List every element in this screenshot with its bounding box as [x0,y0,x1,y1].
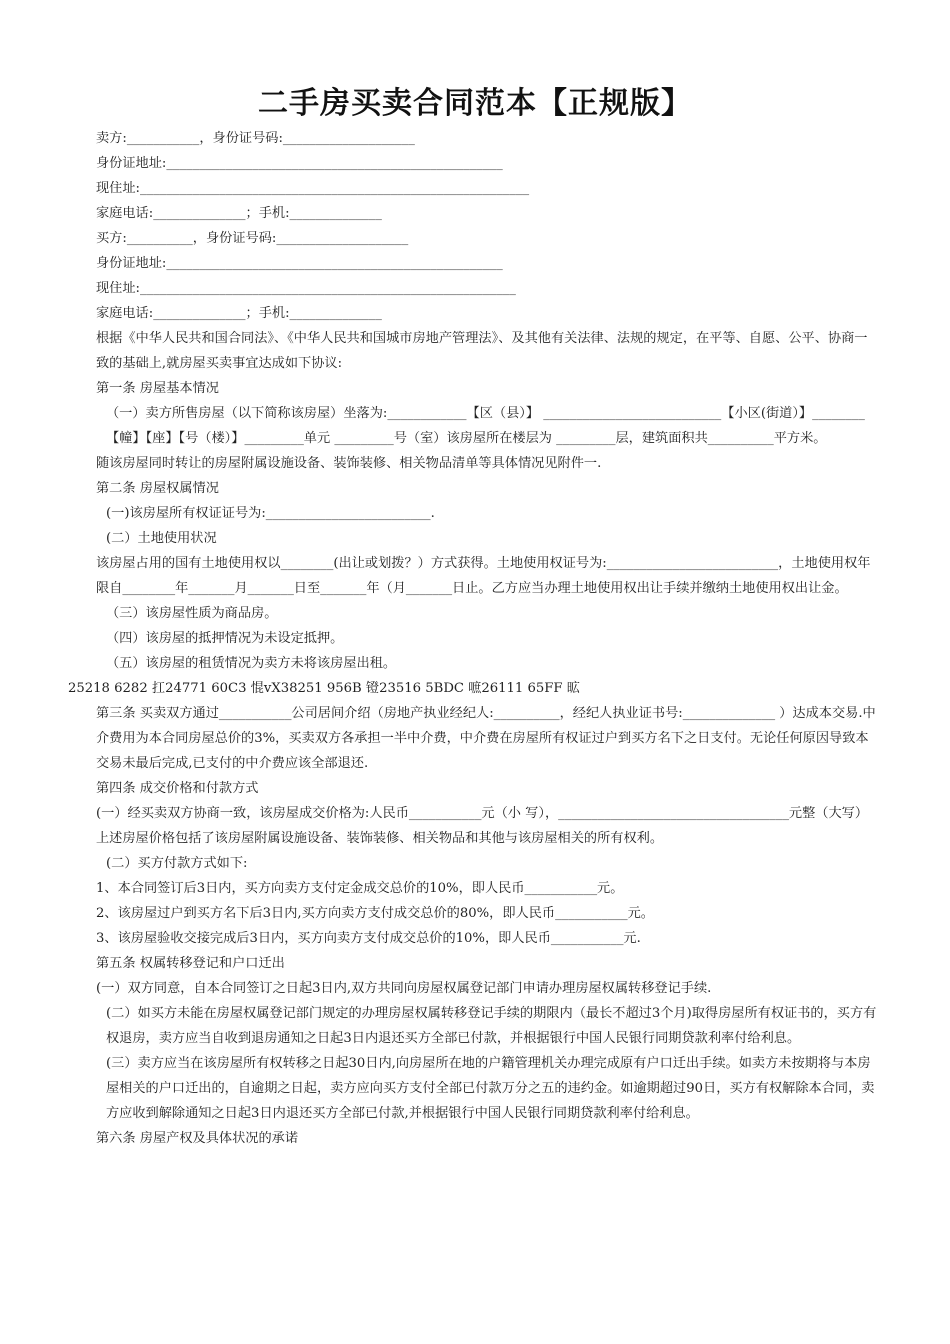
paragraph-noise: 25218 6282 扛24771 60C3 惃vX38251 956B 镫23516 5BDC 嗻26111 65FF 昿 [68,681,580,696]
document-title: 二手房买卖合同范本【正规版】 [258,86,692,121]
paragraph-article-4-1: (一）经买卖双方协商一致，该房屋成交价格为:人民币___________元（小 写），___________________________________元整（大写） [96,806,869,821]
paragraph-article-4-2-1: 1、本合同签订后3日内，买方向卖方支付定金成交总价的10%，即人民币___________元。 [96,881,624,896]
paragraph-article-2-3: （三）该房屋性质为商品房。 [106,606,278,621]
paragraph-preamble: 根据《中华人民共和国合同法》、《中华人民共和国城市房地产管理法》、及其他有关法律、法规的规定，在平等、自愿、公平、协商一致的基础上,就房屋买卖事宜达成如下协议: [96,331,868,371]
paragraph-article-2-1: (一)该房屋所有权证证号为:_________________________. [106,506,435,521]
paragraph-article-2-2: (二）土地使用状况 [106,531,217,546]
paragraph-seller: 卖方:___________，身份证号码:____________________ [96,131,415,146]
paragraph-article-2: 第二条 房屋权属情况 [96,481,219,496]
paragraph-article-1-attach: 随该房屋同时转让的房屋附属设施设备、装饰装修、相关物品清单等具体情况见附件一. [96,456,602,471]
paragraph-article-2-2-body: 该房屋占用的国有土地使用权以________(出让或划拨？）方式获得。土地使用权证号为:__________________________，土地使用权年限自________年_______月_______日至_______年（月_______日止。乙方应当办理土地使用权出让手续并缴纳土地使用权出让金。 [96,556,871,596]
paragraph-article-4-2: (二）买方付款方式如下: [106,856,248,871]
paragraph-article-4-2-3: 3、该房屋验收交接完成后3日内，买方向卖方支付成交总价的10%，即人民币___________元. [96,931,641,946]
contract-body [68,126,880,1151]
paragraph-buyer-address: 现住址:_________________________________________________________ [96,281,516,296]
paragraph-article-4-1-note: 上述房屋价格包括了该房屋附属设施设备、装饰装修、相关物品和其他与该房屋相关的所有权利。 [96,831,664,846]
paragraph-buyer-phone: 家庭电话:______________；手机:______________ [96,306,382,321]
paragraph-seller-address: 现住址:___________________________________________________________ [96,181,530,196]
paragraph-seller-phone: 家庭电话:______________；手机:______________ [96,206,382,221]
paragraph-article-4: 第四条 成交价格和付款方式 [96,781,259,796]
paragraph-article-2-5: （五）该房屋的租赁情况为卖方未将该房屋出租。 [106,656,397,671]
paragraph-article-5-2: (二）如买方未能在房屋权属登记部门规定的办理房屋权属转移登记手续的期限内（最长不超过3个月)取得房屋所有权证书的，买方有权退房，卖方应当自收到退房通知之日起3日内退还买方全部已付款，并根据银行中国人民银行同期贷款利率付给利息。 [106,1006,877,1046]
paragraph-article-3: 第三条 买卖双方通过___________公司居间介绍（房地产执业经纪人:__________，经纪人执业证书号:______________ ）达成本交易.中介费用为本合同房屋总价的3%，买卖双方各承担一半中介费，中介费在房屋所有权证过户到买方名下之日支付。无论任何原因导致本交易未最后完成,已支付的中介费应该全部退还. [96,706,876,771]
paragraph-article-5-1: (一）双方同意，自本合同签订之日起3日内,双方共同向房屋权属登记部门申请办理房屋权属转移登记手续. [96,981,712,996]
paragraph-article-5: 第五条 权属转移登记和户口迁出 [96,956,285,971]
paragraph-article-1-1: （一）卖方所售房屋（以下简称该房屋）坐落为:____________【区（县）】 ___________________________【小区(街道）】________【幢】【座】【号（楼）】_________单元 _________号（室）该房屋所在楼层为 _________层，建筑面积共__________平方米。 [106,406,865,446]
paragraph-article-6: 第六条 房屋产权及具体状况的承诺 [96,1131,299,1146]
paragraph-buyer: 买方:__________，身份证号码:____________________ [96,231,409,246]
paragraph-seller-id-address: 身份证地址:___________________________________________________ [96,156,503,171]
paragraph-buyer-id-address: 身份证地址:___________________________________________________ [96,256,503,271]
paragraph-article-1: 第一条 房屋基本情况 [96,381,219,396]
paragraph-article-2-4: （四）该房屋的抵押情况为未设定抵押。 [106,631,344,646]
paragraph-article-5-3: (三）卖方应当在该房屋所有权转移之日起30日内,向房屋所在地的户籍管理机关办理完成原有户口迁出手续。如卖方未按期将与本房屋相关的户口迁出的，自逾期之日起，卖方应向买方支付全部已付款万分之五的违约金。如逾期超过90日，买方有权解除本合同，卖方应收到解除通知之日起3日内退还买方全部已付款,并根据银行中国人民银行同期贷款利率付给利息。 [106,1056,875,1121]
paragraph-article-4-2-2: 2、该房屋过户到买方名下后3日内,买方向卖方支付成交总价的80%，即人民币___________元。 [96,906,654,921]
